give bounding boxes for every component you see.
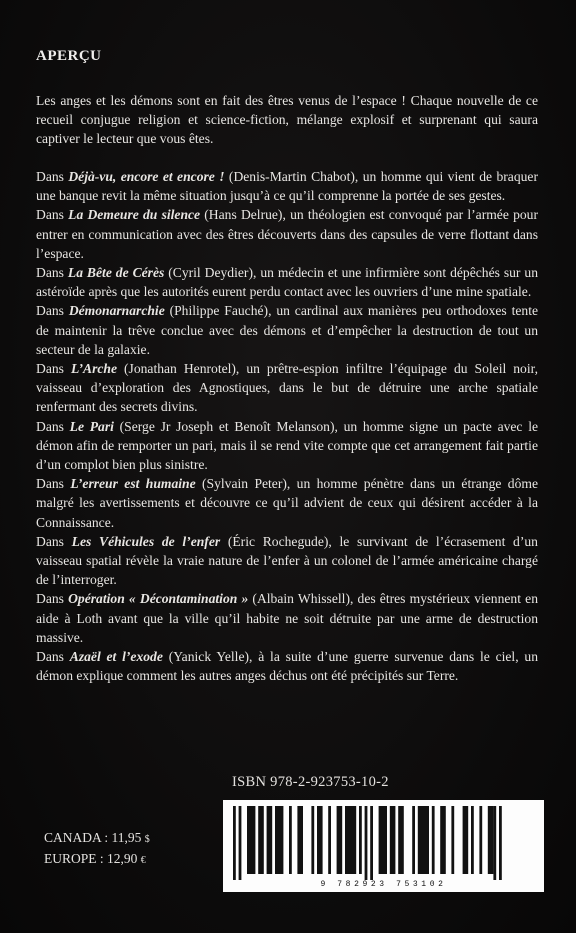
story-description: (Yanick Yelle), à la suite d’une guerre survenue dans le ciel, un démon explique comment les autres anges déchus ont été précipités sur Terre. <box>36 649 538 684</box>
barcode-bar <box>499 806 502 880</box>
barcode-bar <box>365 806 368 880</box>
story-description: (Denis-Martin Chabot), un homme qui vient de braquer une banque revit la même situation jusqu’à ce qu’il comprenne la portée de ses gestes. <box>36 169 538 204</box>
story-title: Opération « Décontamination » <box>68 591 249 607</box>
story-summaries <box>36 167 538 685</box>
story-summary <box>36 532 538 590</box>
barcode-bar <box>390 806 396 874</box>
barcode-bar <box>471 806 474 874</box>
barcode-bars <box>223 800 544 880</box>
barcode-bar <box>488 806 494 874</box>
story-summary <box>36 359 538 417</box>
story-summary <box>36 647 538 685</box>
barcode-bar <box>317 806 323 874</box>
barcode-bar <box>345 806 356 874</box>
story-description: (Albain Whissell), des êtres mystérieux viennent en aide à Loth avant que la ville qu’il habite ne soit détruite par une arme de destruction massive. <box>36 591 538 645</box>
story-title: Démonarnarchie <box>68 303 165 319</box>
barcode-bar <box>311 806 314 874</box>
barcode-digits: 9 782923 753102 <box>320 880 447 889</box>
price-europe <box>44 851 146 867</box>
barcode-bar <box>359 806 362 874</box>
story-summary <box>36 589 538 647</box>
story-title: Déjà-vu, encore et encore ! <box>68 169 225 184</box>
story-description: (Jonathan Henrotel), un prêtre-espion infiltre l’équipage du Soleil noir, vaisseau d’exploration des Agnostiques, dans le but de détruire une arche spatiale renfermant des secrets divins. <box>36 361 538 415</box>
story-summary <box>36 263 538 301</box>
story-description: (Philippe Fauché), un cardinal aux manières peu orthodoxes tente de maintenir la trêve conclue avec des démons et d’empêcher la destruction de tout un secteur de la galaxie. <box>36 303 539 357</box>
barcode-bar <box>412 806 415 874</box>
barcode-bar <box>267 806 273 874</box>
story-title: Le Pari <box>69 418 114 434</box>
barcode-bar <box>432 806 435 874</box>
story-description: (Sylvain Peter), un homme pénètre dans un étrange dôme malgré les avertissements et découvre ce qu’il advient de ceux qui désirent accéder à la Connaissance. <box>36 476 538 530</box>
story-prefix: Dans <box>36 169 69 184</box>
story-prefix: Dans <box>36 418 70 434</box>
story-prefix: Dans <box>36 533 72 549</box>
intro-paragraph: Les anges et les démons sont en fait des êtres venus de l’espace ! Chaque nouvelle de ce recueil conjugue religion et science-fiction, mélange explosif et surprenant qui saura captiver le lecteur que vous êtes. <box>36 93 538 147</box>
story-title: La Demeure du silence <box>68 207 201 223</box>
story-prefix: Dans <box>36 265 68 281</box>
price-canada <box>44 830 150 846</box>
story-summary <box>36 417 538 475</box>
barcode-bar <box>493 806 496 880</box>
story-prefix: Dans <box>36 591 69 607</box>
barcode-bar <box>258 806 264 874</box>
barcode-bar <box>451 806 454 874</box>
barcode-bar <box>463 806 469 874</box>
isbn-number: ISBN 978-2-923753-10-2 <box>232 774 389 790</box>
story-prefix: Dans <box>36 303 69 319</box>
story-description: (Cyril Deydier), un médecin et une infirmière sont dépêchés sur un astéroïde après que les autorités eurent perdu contact avec les ouvriers d’une mine spatiale. <box>36 265 538 300</box>
story-summary <box>36 474 538 532</box>
barcode-bar <box>233 806 236 880</box>
price-europe-label: EUROPE : 12,90 <box>44 851 138 866</box>
story-prefix: Dans <box>36 207 69 223</box>
barcode-bar <box>297 806 303 874</box>
price-europe-currency: € <box>140 855 146 866</box>
barcode-bar <box>328 806 331 874</box>
story-description: (Serge Jr Joseph et Benoît Melanson), un homme signe un pacte avec le démon afin de remporter un pari, mais il se rend vite compte que cet arrangement fait partie d’un complot bien plus sinistre. <box>36 418 538 473</box>
barcode-bar <box>337 806 343 874</box>
barcode-bar <box>418 806 429 874</box>
barcode-bar <box>398 806 404 874</box>
story-title: L’Arche <box>70 361 118 377</box>
story-prefix: Dans <box>36 649 70 665</box>
story-title: Azaël et l’exode <box>69 649 163 665</box>
story-summary <box>36 167 538 205</box>
barcode-bar <box>370 806 373 880</box>
price-canada-currency: $ <box>144 834 150 845</box>
barcode-bar <box>379 806 387 874</box>
story-summary <box>36 301 538 359</box>
story-prefix: Dans <box>36 476 71 492</box>
story-prefix: Dans <box>36 361 71 377</box>
story-title: Les Véhicules de l’enfer <box>71 533 221 549</box>
story-summary <box>36 205 538 263</box>
barcode-bar <box>479 806 482 874</box>
story-description: (Hans Delrue), un théologien est convoqué par l’armée pour entrer en communication avec des êtres découverts dans des capsules de verre flottant dans l’espace. <box>36 207 539 261</box>
story-title: La Bête de Cérès <box>67 265 165 281</box>
section-heading: APERÇU <box>36 48 102 64</box>
barcode-bar <box>440 806 446 874</box>
price-canada-label: CANADA : 11,95 <box>44 830 142 845</box>
story-title: L’erreur est humaine <box>70 476 196 492</box>
barcode-bar <box>275 806 283 874</box>
story-description: (Éric Rochegude), le survivant de l’écrasement d’un vaisseau spatial révèle la vraie nature de l’enfer à un colonel de l’armée américaine chargé de l’interroger. <box>36 533 538 588</box>
barcode-bar <box>289 806 292 874</box>
barcode-bar <box>239 806 242 880</box>
barcode <box>223 800 544 892</box>
barcode-bar <box>247 806 255 874</box>
